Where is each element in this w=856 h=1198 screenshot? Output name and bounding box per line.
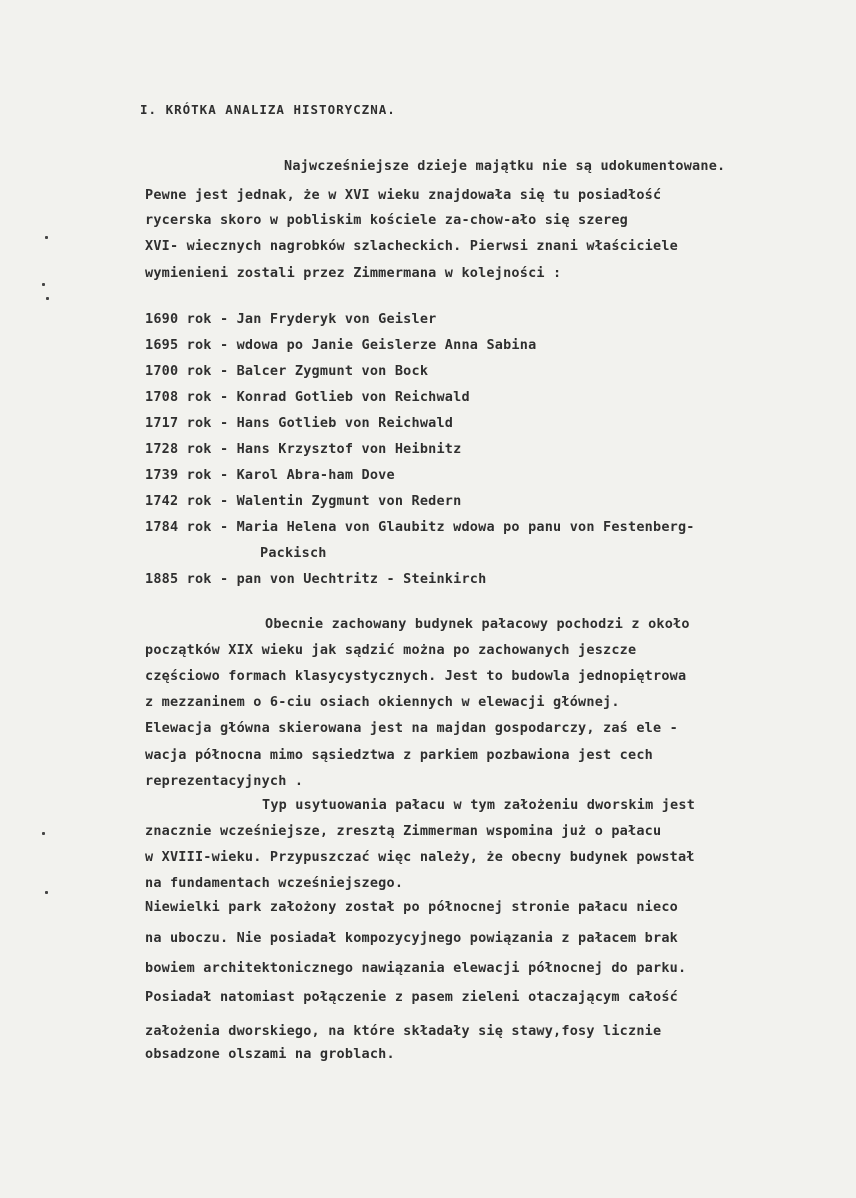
owner-year: 1739 rok	[145, 467, 212, 483]
paragraph-line: znacznie wcześniejsze, zresztą Zimmerman wspomina już o pałacu	[145, 823, 662, 839]
paragraph-line: założenia dworskiego, na które składały się stawy,fosy licznie	[145, 1023, 662, 1039]
owner-entry-continuation: Packisch	[260, 545, 327, 561]
margin-mark	[45, 236, 48, 239]
paragraph-line: Posiadał natomiast połączenie z pasem zieleni otaczającym całość	[145, 989, 678, 1005]
owner-entry	[145, 387, 470, 407]
paragraph-line: reprezentacyjnych .	[145, 773, 304, 789]
section-heading: I. KRÓTKA ANALIZA HISTORYCZNA.	[140, 102, 396, 117]
owner-entry	[145, 517, 695, 537]
margin-mark	[46, 297, 49, 300]
owner-entry	[145, 465, 395, 485]
paragraph-line: rycerska skoro w pobliskim kościele za-chow-ało się szereg	[145, 212, 629, 228]
owner-name: - wdowa po Janie Geislerze Anna Sabina	[219, 337, 537, 353]
owner-entry	[145, 569, 486, 589]
owner-year: 1885 rok	[145, 571, 212, 587]
margin-mark	[45, 891, 48, 894]
owner-name: - Walentin Zygmunt von Redern	[219, 493, 462, 509]
owner-year: 1695 rok	[145, 337, 212, 353]
owner-year: 1717 rok	[145, 415, 212, 431]
owner-entry	[145, 361, 428, 381]
paragraph-line: na uboczu. Nie posiadał kompozycyjnego powiązania z pałacem brak	[145, 930, 678, 946]
paragraph-line: wymienieni zostali przez Zimmermana w kolejności :	[145, 265, 562, 281]
owner-year: 1784 rok	[145, 519, 212, 535]
owner-entry	[145, 413, 453, 433]
owner-name: - Balcer Zygmunt von Bock	[219, 363, 429, 379]
owner-entry	[145, 491, 461, 511]
owner-name: - Hans Gotlieb von Reichwald	[219, 415, 454, 431]
paragraph-line: Niewielki park założony został po północnej stronie pałacu nieco	[145, 899, 678, 915]
paragraph-line: wacja północna mimo sąsiedztwa z parkiem pozbawiona jest cech	[145, 747, 653, 763]
paragraph-line: Typ usytuowania pałacu w tym założeniu dworskim jest	[262, 797, 696, 813]
owner-name: - Karol Abra-ham Dove	[219, 467, 395, 483]
paragraph-line: z mezzaninem o 6-ciu osiach okiennych w elewacji głównej.	[145, 694, 620, 710]
paragraph-line: bowiem architektonicznego nawiązania elewacji północnej do parku.	[145, 960, 687, 976]
paragraph-line: Najwcześniejsze dzieje majątku nie są udokumentowane.	[284, 158, 726, 174]
owner-entry	[145, 439, 461, 459]
paragraph-line: początków XIX wieku jak sądzić można po zachowanych jeszcze	[145, 642, 637, 658]
paragraph-line: częściowo formach klasycystycznych. Jest to budowla jednopiętrowa	[145, 668, 687, 684]
owner-name: - Konrad Gotlieb von Reichwald	[219, 389, 470, 405]
margin-mark	[42, 832, 45, 835]
owner-year: 1700 rok	[145, 363, 212, 379]
owner-name: - Jan Fryderyk von Geisler	[219, 311, 437, 327]
paragraph-line: Elewacja główna skierowana jest na majdan gospodarczy, zaś ele -	[145, 720, 678, 736]
paragraph-line: na fundamentach wcześniejszego.	[145, 875, 404, 891]
owner-entry	[145, 309, 436, 329]
owner-name: - pan von Uechtritz - Steinkirch	[219, 571, 487, 587]
margin-mark	[42, 283, 45, 286]
owner-entry	[145, 335, 536, 355]
paragraph-line: w XVIII-wieku. Przypuszczać więc należy, że obecny budynek powstał	[145, 849, 695, 865]
paragraph-line: XVI- wiecznych nagrobków szlacheckich. Pierwsi znani właściciele	[145, 238, 678, 254]
owner-year: 1690 rok	[145, 311, 212, 327]
owner-year: 1728 rok	[145, 441, 212, 457]
owner-year: 1708 rok	[145, 389, 212, 405]
owner-year: 1742 rok	[145, 493, 212, 509]
owner-name: - Hans Krzysztof von Heibnitz	[219, 441, 462, 457]
paragraph-line: Obecnie zachowany budynek pałacowy pochodzi z około	[265, 616, 690, 632]
paragraph-line: Pewne jest jednak, że w XVI wieku znajdowała się tu posiadłość	[145, 187, 662, 203]
paragraph-line: obsadzone olszami na groblach.	[145, 1046, 395, 1062]
owner-name: - Maria Helena von Glaubitz wdowa po panu von Festenberg-	[219, 519, 695, 535]
